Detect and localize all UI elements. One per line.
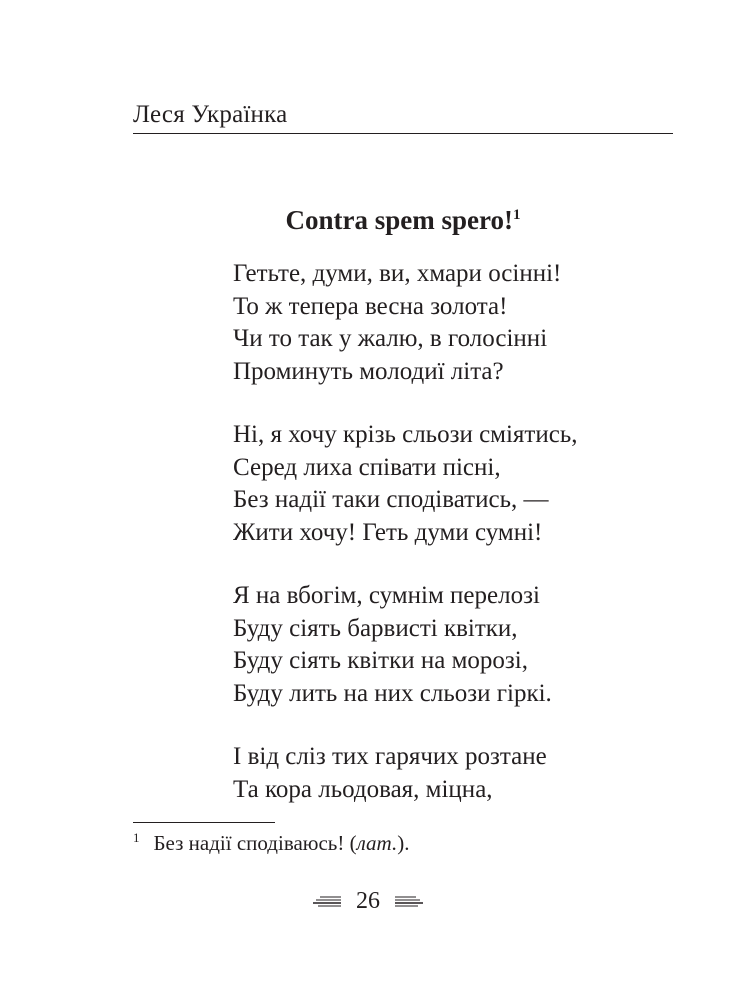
footnote — [133, 828, 409, 858]
running-head-author: Леся Українка — [133, 101, 288, 128]
verse-line: Ні, я хочу крізь сльози сміятись, — [233, 421, 578, 448]
poem-title-text: Contra spem spero! — [285, 205, 513, 235]
verse-line: Буду сіять барвисті квітки, — [233, 614, 518, 642]
stanza — [233, 419, 577, 549]
header-rule — [133, 133, 673, 134]
verse-line: Буду лить на них сльози гіркі. — [233, 679, 552, 707]
verse-line: То ж тепера весна золота! — [233, 292, 508, 320]
stanza — [233, 741, 577, 806]
verse-line: І від сліз тих гарячих розтане — [233, 743, 547, 770]
left-ornament-icon — [312, 895, 342, 907]
verse-line: Буду сіять квітки на морозі, — [233, 647, 528, 674]
verse-line: Та кора льодовая, міцна, — [233, 775, 493, 803]
verse-line: Я на вбогім, сумнім перелозі — [233, 582, 540, 609]
stanza — [233, 580, 577, 710]
verse-line: Жити хочу! Геть думи сумні! — [233, 518, 543, 546]
footnote-reference: 1 — [512, 207, 521, 223]
verse-line: Чи то так у жалю, в голосінні — [233, 325, 548, 352]
stanza — [233, 258, 577, 388]
footnote-mark: 1 — [133, 830, 140, 845]
verse-line: Без надії таки сподіватись, — — [233, 486, 549, 513]
page-footer — [0, 883, 736, 919]
verse-line: Серед лиха співати пісні, — [233, 453, 501, 481]
footnote-text: Без надії сподіваюсь! — [153, 831, 345, 855]
poem-body — [233, 258, 577, 837]
right-ornament-icon — [394, 895, 424, 907]
verse-line: Гетьте, думи, ви, хмари осінні! — [233, 260, 562, 287]
footnote-paren-close: ). — [397, 831, 410, 855]
page-number: 26 — [356, 888, 380, 914]
poem-title — [133, 200, 673, 240]
footnote-paren-open: ( — [349, 831, 357, 855]
verse-line: Проминуть молодиї літа? — [233, 357, 504, 385]
footnote-language: лат. — [356, 831, 398, 855]
footnote-rule — [133, 822, 275, 823]
